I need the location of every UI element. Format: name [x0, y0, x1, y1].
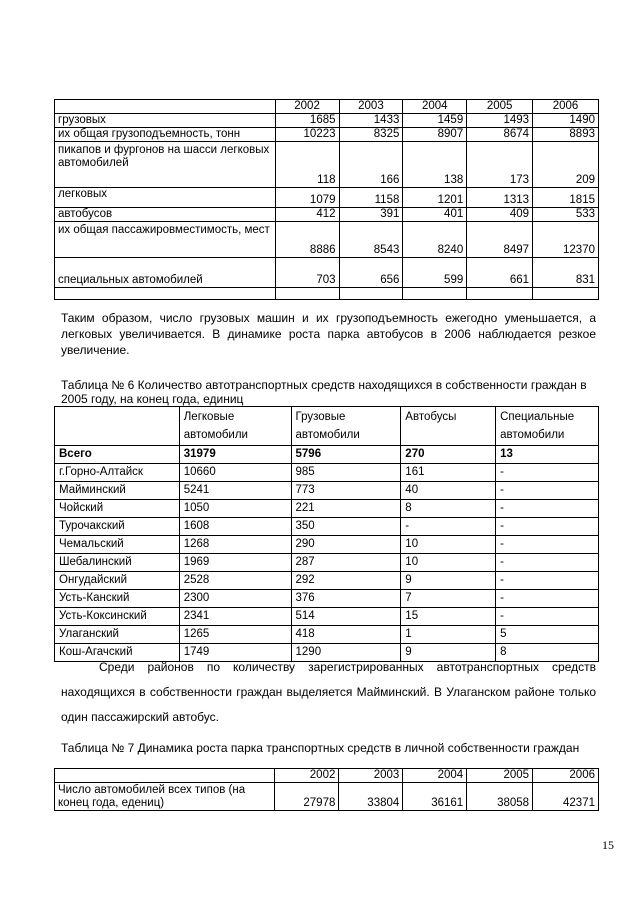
cell-value: 376: [291, 590, 401, 608]
cell-value: -: [496, 500, 599, 518]
cell-value: 10: [401, 554, 496, 572]
row-label: г.Горно-Алтайск: [55, 464, 180, 482]
table-row: [55, 114, 599, 128]
row-label: пикапов и фургонов на шасси легковых автомобилей: [55, 142, 276, 188]
cell-value: 1815: [533, 188, 599, 208]
cell-value: 33804: [339, 783, 403, 811]
cell-value: 10: [401, 536, 496, 554]
cell-value: 270: [401, 446, 496, 464]
cell-value: 1158: [339, 188, 403, 208]
cell-value: 8: [496, 644, 599, 662]
cell-value: -: [496, 482, 599, 500]
table-caption: Таблица № 7 Динамика роста парка транспортных средств в личной собственности граждан: [61, 741, 580, 755]
year-header: 2002: [275, 769, 339, 783]
cell-value: 9: [401, 572, 496, 590]
cell-value: 8543: [339, 222, 403, 258]
cell-value: 1268: [179, 536, 291, 554]
column-header: Грузовые автомобили: [291, 407, 401, 446]
cell-value: 5241: [179, 482, 291, 500]
cell-value: 5796: [291, 446, 401, 464]
row-label: их общая грузоподъемность, тонн: [55, 128, 276, 142]
cell-value: 8893: [533, 128, 599, 142]
table-header-row: [55, 100, 599, 114]
table-row: [55, 626, 599, 644]
cell-value: 1608: [179, 518, 291, 536]
cell-value: 1493: [467, 114, 533, 128]
row-label: грузовых: [55, 114, 276, 128]
cell-value: 42371: [533, 783, 599, 811]
table-header-row: [55, 769, 599, 783]
cell-value: 1459: [403, 114, 467, 128]
cell-value: 8886: [275, 222, 339, 258]
cell-value: 173: [467, 142, 533, 188]
row-label: Турочакский: [55, 518, 180, 536]
cell-value: 391: [339, 208, 403, 222]
cell-value: 1050: [179, 500, 291, 518]
cell-value: 1313: [467, 188, 533, 208]
table-row: [55, 464, 599, 482]
cell-value: 161: [401, 464, 496, 482]
cell-value: 2300: [179, 590, 291, 608]
cell-value: 209: [533, 142, 599, 188]
cell-value: -: [496, 608, 599, 626]
row-label: Шебалинский: [55, 554, 180, 572]
cell-value: 166: [339, 142, 403, 188]
cell-value: -: [496, 518, 599, 536]
cell-value: 1201: [403, 188, 467, 208]
year-header: 2005: [467, 100, 533, 114]
cell-value: 656: [339, 258, 403, 288]
cell-value: 8325: [339, 128, 403, 142]
cell-value: 12370: [533, 222, 599, 258]
cell-value: 418: [291, 626, 401, 644]
table-row: [55, 590, 599, 608]
year-header: 2006: [533, 100, 599, 114]
table-empty-row: [55, 288, 599, 300]
cell-value: -: [496, 590, 599, 608]
cell-value: -: [496, 572, 599, 590]
table-row: [55, 518, 599, 536]
cell-value: 985: [291, 464, 401, 482]
table-row: [55, 142, 599, 188]
row-label: их общая пассажировместимость, мест: [55, 222, 276, 258]
cell-value: 409: [467, 208, 533, 222]
cell-value: 36161: [403, 783, 467, 811]
row-label: Усть-Канский: [55, 590, 180, 608]
cell-value: 1749: [179, 644, 291, 662]
cell-value: 292: [291, 572, 401, 590]
cell-value: 290: [291, 536, 401, 554]
table-row: [55, 188, 599, 208]
row-label: Чемальский: [55, 536, 180, 554]
cell-value: 10223: [275, 128, 339, 142]
row-label: Майминский: [55, 482, 180, 500]
cell-value: 1490: [533, 114, 599, 128]
cell-value: 10660: [179, 464, 291, 482]
row-label: Число автомобилей всех типов (на конец года, едениц): [55, 783, 275, 811]
table-corner-cell: [55, 407, 180, 446]
table-caption: Таблица № 6 Количество автотранспортных средств находящихся в собственности граждан в 2005 году, на конец года, единиц: [61, 378, 587, 406]
row-label: Кош-Агачский: [55, 644, 180, 662]
row-label: Онгудайский: [55, 572, 180, 590]
cell-value: 1290: [291, 644, 401, 662]
row-label: Усть-Коксинский: [55, 608, 180, 626]
cell-value: 1079: [275, 188, 339, 208]
cell-value: 773: [291, 482, 401, 500]
cell-value: -: [496, 536, 599, 554]
cell-value: 8674: [467, 128, 533, 142]
year-header: 2005: [467, 769, 533, 783]
cell-value: 533: [533, 208, 599, 222]
cell-value: 1685: [275, 114, 339, 128]
year-header: 2006: [533, 769, 599, 783]
fleet-growth-table: [54, 768, 599, 811]
year-header: 2002: [275, 100, 339, 114]
cell-value: 1433: [339, 114, 403, 128]
row-label: Улаганский: [55, 626, 180, 644]
column-header: Легковые автомобили: [179, 407, 291, 446]
year-header: 2003: [339, 769, 403, 783]
cell-value: 8907: [403, 128, 467, 142]
cell-value: 118: [275, 142, 339, 188]
cell-value: 8: [401, 500, 496, 518]
cell-value: 27978: [275, 783, 339, 811]
cell-value: -: [496, 464, 599, 482]
cell-value: 1969: [179, 554, 291, 572]
table-row: [55, 258, 599, 288]
cell-value: 40: [401, 482, 496, 500]
cell-value: 31979: [179, 446, 291, 464]
cell-value: 13: [496, 446, 599, 464]
row-label: автобусов: [55, 208, 276, 222]
cell-value: 831: [533, 258, 599, 288]
table-row: [55, 783, 599, 811]
cell-value: -: [496, 554, 599, 572]
table-row: [55, 128, 599, 142]
cell-value: 1265: [179, 626, 291, 644]
table-row: [55, 536, 599, 554]
column-header: Специальные автомобили: [496, 407, 599, 446]
table-corner-cell: [55, 769, 275, 783]
cell-value: 15: [401, 608, 496, 626]
cell-value: 221: [291, 500, 401, 518]
cell-value: 412: [275, 208, 339, 222]
table-row: [55, 500, 599, 518]
page-number: 15: [602, 838, 614, 852]
year-header: 2003: [339, 100, 403, 114]
body-paragraph: Таким образом, число грузовых машин и их грузоподъемность ежегодно уменьшается, а легковых увеличивается. В динамике роста парка автобусов в 2006 наблюдается резкое увеличение.: [61, 311, 596, 357]
cell-value: 599: [403, 258, 467, 288]
row-label: специальных автомобилей: [55, 258, 276, 288]
cell-value: 287: [291, 554, 401, 572]
cell-value: 9: [401, 644, 496, 662]
cell-value: 661: [467, 258, 533, 288]
column-header: Автобусы: [401, 407, 496, 446]
cell-value: 401: [403, 208, 467, 222]
vehicle-fleet-table: [54, 99, 599, 300]
row-label: легковых: [55, 188, 276, 208]
cell-value: 350: [291, 518, 401, 536]
cell-value: 703: [275, 258, 339, 288]
table-header-row: [55, 407, 599, 446]
table-row: [55, 222, 599, 258]
table-row: [55, 608, 599, 626]
year-header: 2004: [403, 100, 467, 114]
table-row: [55, 446, 599, 464]
row-label: Всего: [55, 446, 180, 464]
table-row: [55, 482, 599, 500]
table-row: [55, 208, 599, 222]
cell-value: 7: [401, 590, 496, 608]
cell-value: 38058: [467, 783, 533, 811]
cell-value: 1: [401, 626, 496, 644]
year-header: 2004: [403, 769, 467, 783]
cell-value: 8497: [467, 222, 533, 258]
cell-value: 2528: [179, 572, 291, 590]
cell-value: 8240: [403, 222, 467, 258]
row-label: Чойский: [55, 500, 180, 518]
table-row: [55, 554, 599, 572]
cell-value: -: [401, 518, 496, 536]
cell-value: 2341: [179, 608, 291, 626]
table-corner-cell: [55, 100, 276, 114]
private-vehicles-table: [54, 406, 599, 662]
cell-value: 514: [291, 608, 401, 626]
table-row: [55, 572, 599, 590]
cell-value: 5: [496, 626, 599, 644]
cell-value: 138: [403, 142, 467, 188]
body-paragraph: Среди районов по количеству зарегистрированных автотранспортных средств находящихся в собственности граждан выделяется Майминский. В Улаганском районе только один пассажирский автобус.: [61, 660, 596, 724]
